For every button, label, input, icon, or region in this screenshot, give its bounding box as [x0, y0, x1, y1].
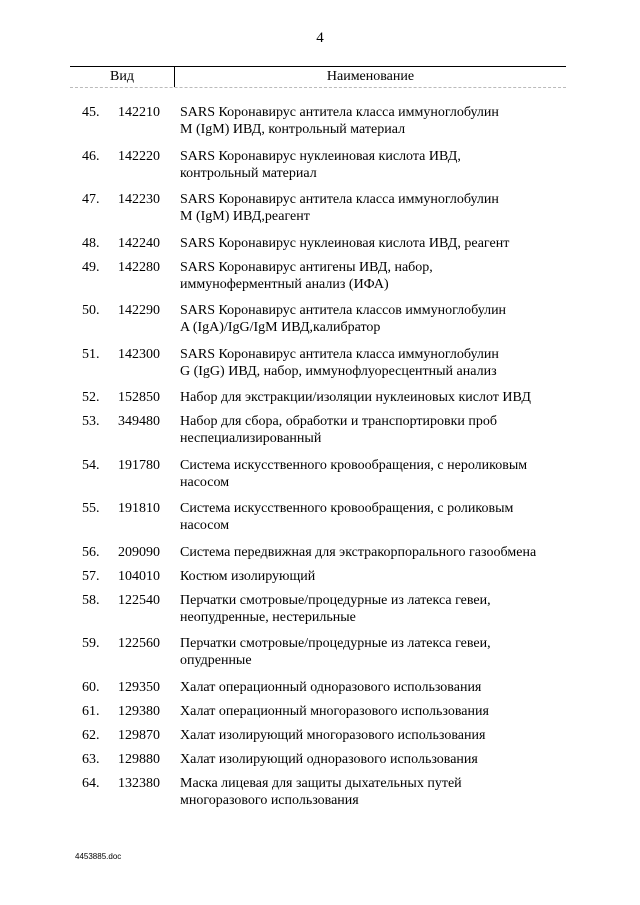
row-name: SARS Коронавирус антитела класса иммуноглобулин G (IgG) ИВД, набор, иммунофлуоресцентный анализ [180, 346, 499, 379]
row-code: 142220 [118, 148, 160, 164]
row-name: Костюм изолирующий [180, 568, 316, 584]
row-number: 46. [82, 148, 100, 164]
table-row [0, 592, 640, 626]
row-code: 209090 [118, 544, 160, 560]
row-name: SARS Коронавирус антигены ИВД, набор, иммуноферментный анализ (ИФА) [180, 259, 433, 292]
row-code: 132380 [118, 775, 160, 791]
row-number: 56. [82, 544, 100, 560]
row-name: Система передвижная для экстракорпорального газообмена [180, 544, 537, 560]
row-code: 129380 [118, 703, 160, 719]
row-name: Набор для сбора, обработки и транспортировки проб неспециализированный [180, 414, 498, 446]
row-name: Система искусственного кровообращения, с роликовым насосом [180, 501, 514, 533]
row-code: 142280 [118, 259, 160, 275]
row-name: Халат изолирующий одноразового использования [180, 751, 478, 767]
row-code: 142210 [118, 105, 160, 120]
header-kind: Вид [110, 69, 134, 84]
row-name: Халат операционный одноразового использования [180, 679, 482, 695]
row-name: SARS Коронавирус нуклеиновая кислота ИВД, реагент [180, 235, 510, 251]
row-code: 129350 [118, 679, 160, 695]
row-name: SARS Коронавирус антитела класса иммуноглобулин M (IgM) ИВД,реагент [180, 192, 499, 224]
row-name: Набор для экстракции/изоляции нуклеиновых кислот ИВД [180, 390, 531, 405]
row-code: 104010 [118, 568, 160, 584]
row-code: 122540 [118, 592, 160, 608]
table-row [0, 568, 640, 585]
row-code: 129870 [118, 727, 160, 743]
table-row [0, 148, 640, 182]
row-number: 60. [82, 679, 100, 695]
row-number: 63. [82, 751, 100, 767]
row-name: Перчатки смотровые/процедурные из латекса гевеи, неопудренные, нестерильные [180, 592, 491, 625]
table-row [0, 500, 640, 534]
row-number: 55. [82, 501, 100, 516]
row-number: 50. [82, 303, 100, 318]
row-number: 58. [82, 592, 100, 608]
table-row [0, 413, 640, 447]
table-body [0, 104, 640, 818]
table-row [0, 727, 640, 744]
row-number: 57. [82, 568, 100, 584]
row-code: 191780 [118, 457, 160, 473]
row-code: 142290 [118, 303, 160, 318]
table-row [0, 191, 640, 225]
row-number: 64. [82, 775, 100, 791]
page-number: 4 [316, 30, 324, 46]
row-code: 349480 [118, 414, 160, 429]
table-row [0, 104, 640, 138]
table-row [0, 235, 640, 252]
row-name: Система искусственного кровообращения, с нероликовым насосом [180, 457, 528, 490]
table-row [0, 346, 640, 380]
row-name: Маска лицевая для защиты дыхательных путей многоразового использования [180, 775, 462, 808]
row-name: SARS Коронавирус антитела классов иммуноглобулин A (IgA)/IgG/IgM ИВД,калибратор [180, 303, 507, 335]
row-number: 62. [82, 727, 100, 743]
row-name: SARS Коронавирус нуклеиновая кислота ИВД, контрольный материал [180, 148, 461, 181]
row-code: 122560 [118, 636, 160, 651]
header-name: Наименование [326, 69, 415, 84]
table-row [0, 679, 640, 696]
row-number: 52. [82, 390, 100, 405]
file-name: 4453885.doc [75, 852, 122, 861]
row-code: 142240 [118, 235, 160, 251]
row-name: SARS Коронавирус антитела класса иммуноглобулин M (IgM) ИВД, контрольный материал [180, 105, 499, 137]
row-code: 142300 [118, 346, 160, 362]
row-number: 59. [82, 636, 100, 651]
table-row [0, 544, 640, 561]
row-number: 61. [82, 703, 100, 719]
row-number: 49. [82, 259, 100, 275]
table-row [0, 389, 640, 406]
row-number: 47. [82, 192, 100, 207]
row-code: 142230 [118, 192, 160, 207]
row-number: 45. [82, 105, 100, 120]
table-row [0, 703, 640, 720]
table-row [0, 775, 640, 809]
table-row [0, 751, 640, 768]
row-name: Халат операционный многоразового использования [180, 703, 489, 719]
row-number: 54. [82, 457, 100, 473]
table-row [0, 302, 640, 336]
row-code: 152850 [118, 390, 160, 405]
table-header [70, 66, 566, 88]
row-name: Халат изолирующий многоразового использования [180, 727, 486, 743]
row-name: Перчатки смотровые/процедурные из латекса гевеи, опудренные [180, 636, 491, 668]
row-code: 129880 [118, 751, 160, 767]
row-number: 48. [82, 235, 100, 251]
table-row [0, 635, 640, 669]
row-number: 53. [82, 414, 100, 429]
table-row [0, 457, 640, 491]
row-number: 51. [82, 346, 100, 362]
table-row [0, 259, 640, 293]
row-code: 191810 [118, 501, 160, 516]
